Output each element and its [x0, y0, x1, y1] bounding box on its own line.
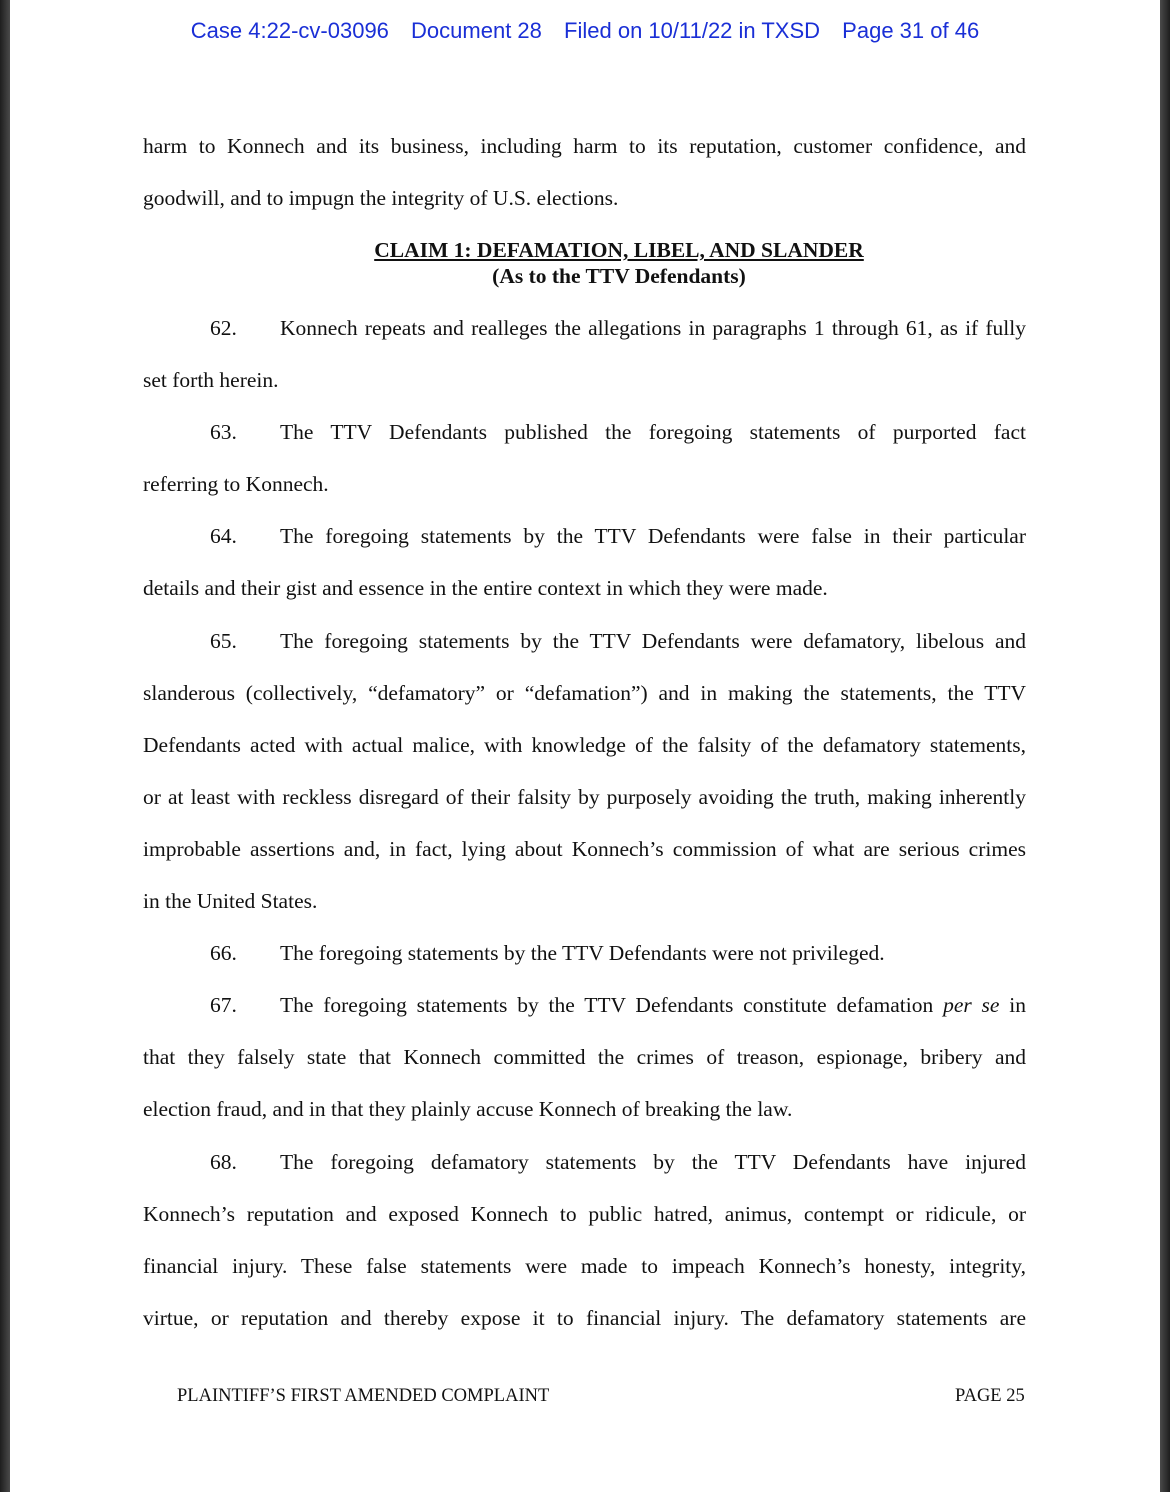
claim-subheading [0, 264, 1170, 289]
claim-title: CLAIM 1: DEFAMATION, LIBEL, AND SLANDER [374, 238, 864, 262]
paragraph-63-text: The TTV Defendants published the foregoing statements of purported fact [280, 420, 1026, 444]
paragraph-65-line-4: or at least with reckless disregard of their falsity by purposely avoiding the truth, making inherently [143, 785, 1026, 809]
page-of-total: Page 31 of 46 [842, 18, 980, 43]
paragraph-67-text-end: in [999, 993, 1026, 1017]
paragraph-62-line-2: set forth herein. [143, 368, 279, 392]
paragraph-68-line-2: Konnech’s reputation and exposed Konnech to public hatred, animus, contempt or ridicule, or [143, 1202, 1026, 1226]
paragraph-65-line-1 [210, 629, 1026, 654]
paragraph-64-line-2: details and their gist and essence in the entire context in which they were made. [143, 576, 828, 600]
paragraph-65-line-2: slanderous (collectively, “defamatory” or “defamation”) and in making the statements, the TTV [143, 681, 1026, 705]
claim-heading [0, 238, 1170, 263]
viewer-edge-left [0, 0, 10, 1492]
paragraph-63-line-2: referring to Konnech. [143, 472, 329, 496]
paragraph-number: 63. [210, 420, 237, 444]
paragraph-number: 66. [210, 941, 237, 965]
latin-term: per se [943, 993, 1000, 1017]
document-number: Document 28 [411, 18, 542, 43]
paragraph-65-line-6: in the United States. [143, 889, 318, 913]
paragraph-number: 65. [210, 629, 237, 653]
paragraph-62-line-1 [210, 316, 1026, 341]
paragraph-67-line-2: that they falsely state that Konnech committed the crimes of treason, espionage, bribery and [143, 1045, 1026, 1069]
ecf-header [0, 18, 1170, 44]
paragraph-67-text: The foregoing statements by the TTV Defendants constitute defamation [280, 993, 944, 1017]
paragraph-68-line-4: virtue, or reputation and thereby expose it to financial injury. The defamatory statements are [143, 1306, 1026, 1330]
intro-line-2: goodwill, and to impugn the integrity of U.S. elections. [143, 186, 619, 210]
paragraph-number: 64. [210, 524, 237, 548]
claim-subtitle: (As to the TTV Defendants) [492, 264, 746, 288]
paragraph-64-line-1 [210, 524, 1026, 549]
case-number: Case 4:22-cv-03096 [190, 18, 389, 43]
paragraph-65-line-5: improbable assertions and, in fact, lying about Konnech’s commission of what are serious crimes [143, 837, 1026, 861]
paragraph-63-line-1 [210, 420, 1026, 445]
paragraph-68-text: The foregoing defamatory statements by the TTV Defendants have injured [280, 1150, 1026, 1174]
viewer-edge-right [1160, 0, 1170, 1492]
footer-page-number: PAGE 25 [955, 1386, 1025, 1406]
paragraph-62-text: Konnech repeats and realleges the allegations in paragraphs 1 through 61, as if fully [280, 316, 1026, 340]
paragraph-68-line-1 [210, 1150, 1026, 1175]
paragraph-number: 68. [210, 1150, 237, 1174]
paragraph-number: 67. [210, 993, 237, 1017]
paragraph-67-line-1 [210, 993, 1026, 1018]
filed-date: Filed on 10/11/22 in TXSD [564, 18, 821, 43]
paragraph-64-text: The foregoing statements by the TTV Defendants were false in their particular [280, 524, 1026, 548]
paragraph-68-line-3: financial injury. These false statements were made to impeach Konnech’s honesty, integrity, [143, 1254, 1026, 1278]
paragraph-number: 62. [210, 316, 237, 340]
footer-title: PLAINTIFF’S FIRST AMENDED COMPLAINT [177, 1386, 550, 1406]
paragraph-66-line-1 [210, 941, 1026, 966]
paragraph-65-line-3: Defendants acted with actual malice, with knowledge of the falsity of the defamatory statements, [143, 733, 1026, 757]
intro-line-1: harm to Konnech and its business, including harm to its reputation, customer confidence, and [143, 134, 1026, 158]
paragraph-65-text: The foregoing statements by the TTV Defendants were defamatory, libelous and [280, 629, 1026, 653]
paragraph-66-text: The foregoing statements by the TTV Defendants were not privileged. [280, 941, 885, 965]
paragraph-67-line-3: election fraud, and in that they plainly accuse Konnech of breaking the law. [143, 1097, 793, 1121]
